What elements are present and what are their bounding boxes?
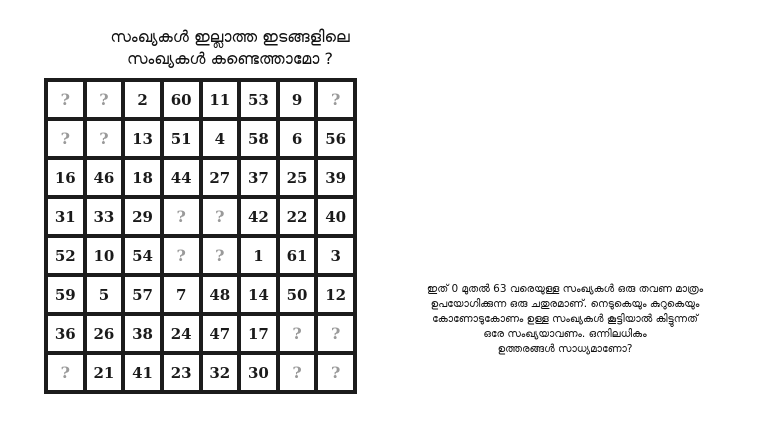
- description-line-1: ഇത് 0 മുതൽ 63 വരെയുള്ള സംഖ്യകൾ ഒരു തവണ മാത്രം: [426, 283, 704, 295]
- grid-cell-unknown[interactable]: ?: [318, 82, 353, 117]
- grid-cell: 53: [241, 82, 276, 117]
- magic-square-grid: [44, 78, 357, 394]
- grid-cell: 24: [164, 316, 199, 351]
- grid-cell: 2: [125, 82, 160, 117]
- grid-cell: 9: [280, 82, 315, 117]
- grid-cell: 14: [241, 277, 276, 312]
- grid-cell: 33: [87, 199, 122, 234]
- grid-cell: 61: [280, 238, 315, 273]
- grid-cell: 11: [203, 82, 238, 117]
- grid-cell: 7: [164, 277, 199, 312]
- grid-cell: 38: [125, 316, 160, 351]
- grid-cell: 57: [125, 277, 160, 312]
- grid-cell: 42: [241, 199, 276, 234]
- grid-cell: 46: [87, 160, 122, 195]
- grid-cell: 21: [87, 355, 122, 390]
- grid-cell: 48: [203, 277, 238, 312]
- grid-cell-unknown[interactable]: ?: [87, 121, 122, 156]
- grid-cell: 32: [203, 355, 238, 390]
- grid-cell: 27: [203, 160, 238, 195]
- grid-cell: 13: [125, 121, 160, 156]
- grid-cell: 22: [280, 199, 315, 234]
- description-line-5: ഉത്തരങ്ങൾ സാധ്യമാണോ?: [497, 343, 633, 355]
- grid-cell: 52: [48, 238, 83, 273]
- grid-cell: 44: [164, 160, 199, 195]
- grid-cell: 56: [318, 121, 353, 156]
- grid-cell: 18: [125, 160, 160, 195]
- description-line-2: ഉപയോഗിക്കുന്ന ഒരു ചതുരമാണ്. നെടുകെയും കുറുകെയും: [430, 298, 700, 310]
- grid-cell: 12: [318, 277, 353, 312]
- grid-cell: 29: [125, 199, 160, 234]
- grid-cell: 58: [241, 121, 276, 156]
- grid-cell: 30: [241, 355, 276, 390]
- grid-cell: 40: [318, 199, 353, 234]
- grid-cell-unknown[interactable]: ?: [203, 238, 238, 273]
- grid-cell: 59: [48, 277, 83, 312]
- grid-cell-unknown[interactable]: ?: [164, 238, 199, 273]
- grid-cell-unknown[interactable]: ?: [318, 316, 353, 351]
- grid-cell: 17: [241, 316, 276, 351]
- grid-cell: 54: [125, 238, 160, 273]
- grid-cell-unknown[interactable]: ?: [203, 199, 238, 234]
- title-line-1: സംഖ്യകൾ ഇല്ലാത്ത ഇടങ്ങളിലെ: [110, 27, 350, 46]
- grid-cell: 47: [203, 316, 238, 351]
- grid-cell: 10: [87, 238, 122, 273]
- puzzle-title: [60, 26, 400, 70]
- grid-cell-unknown[interactable]: ?: [87, 82, 122, 117]
- grid-cell-unknown[interactable]: ?: [164, 199, 199, 234]
- grid-cell-unknown[interactable]: ?: [48, 355, 83, 390]
- grid-cell: 6: [280, 121, 315, 156]
- grid-cell-unknown[interactable]: ?: [318, 355, 353, 390]
- grid-cell: 23: [164, 355, 199, 390]
- description-line-3: കോണോടുകോണം ഉള്ള സംഖ്യകൾ കൂട്ടിയാൽ കിട്ടുന്നത്: [432, 313, 698, 325]
- grid-cell: 25: [280, 160, 315, 195]
- grid-cell: 41: [125, 355, 160, 390]
- grid-cell: 1: [241, 238, 276, 273]
- grid-cell: 16: [48, 160, 83, 195]
- grid-cell: 51: [164, 121, 199, 156]
- grid-cell: 3: [318, 238, 353, 273]
- grid-cell-unknown[interactable]: ?: [48, 121, 83, 156]
- grid-cell: 60: [164, 82, 199, 117]
- grid-cell: 37: [241, 160, 276, 195]
- grid-cell: 26: [87, 316, 122, 351]
- title-line-2: സംഖ്യകൾ കണ്ടെത്താമോ ?: [127, 49, 333, 68]
- grid-cell: 50: [280, 277, 315, 312]
- grid-cell: 39: [318, 160, 353, 195]
- description-line-4: ഒരേ സംഖ്യയാവണം. ഒന്നിലധികം: [483, 328, 647, 340]
- grid-cell: 4: [203, 121, 238, 156]
- grid-cell-unknown[interactable]: ?: [280, 316, 315, 351]
- grid-cell: 5: [87, 277, 122, 312]
- puzzle-description: [380, 282, 750, 357]
- grid-cell: 31: [48, 199, 83, 234]
- grid-cell: 36: [48, 316, 83, 351]
- grid-cell-unknown[interactable]: ?: [48, 82, 83, 117]
- grid-cell-unknown[interactable]: ?: [280, 355, 315, 390]
